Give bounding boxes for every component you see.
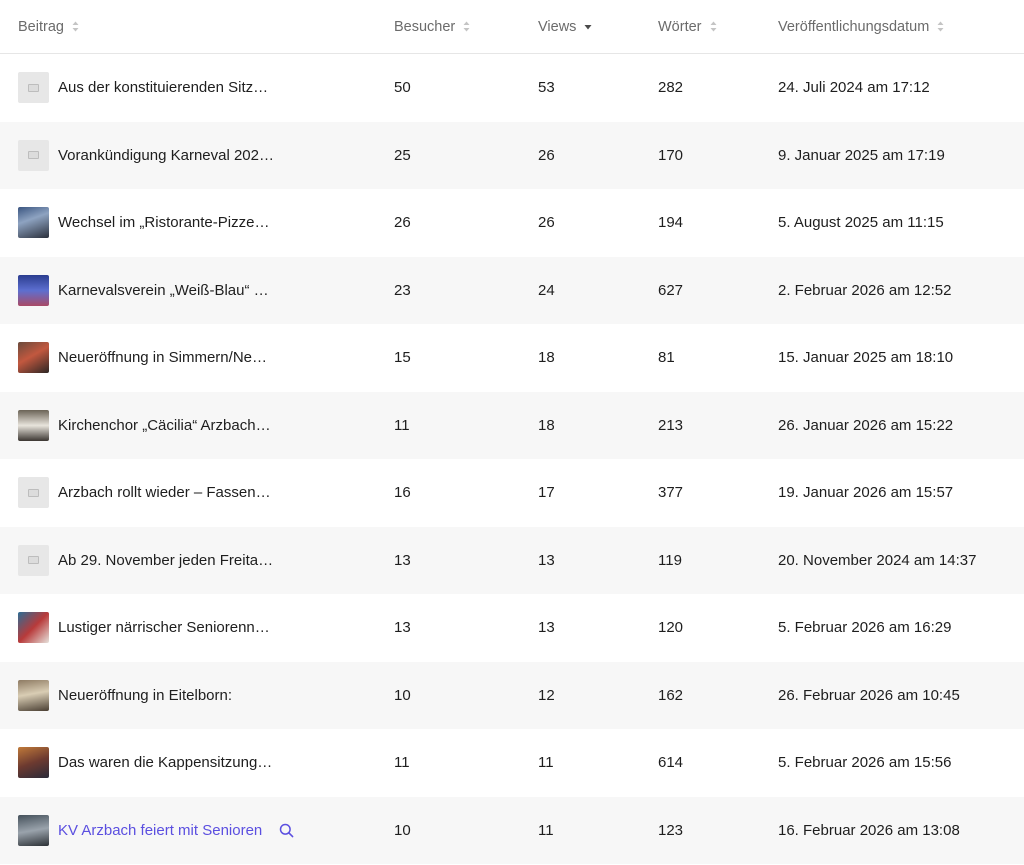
- words-value: 627: [658, 281, 684, 299]
- views-value: 53: [538, 79, 555, 97]
- post-thumbnail: [18, 680, 49, 711]
- visitors-value: 11: [394, 754, 410, 772]
- column-header-post[interactable]: Beitrag: [0, 19, 394, 35]
- views-value: 11: [538, 754, 554, 772]
- post-thumbnail: [18, 747, 49, 778]
- date-value: 15. Januar 2025 am 18:10: [778, 349, 954, 367]
- post-title[interactable]: Das waren die Kappensitzung…: [58, 754, 273, 772]
- image-placeholder-icon: [18, 545, 49, 576]
- post-cell: [0, 410, 394, 441]
- visitors-value: 26: [394, 214, 411, 232]
- column-header-views[interactable]: Views: [538, 19, 658, 35]
- visitors-value: 50: [394, 79, 411, 97]
- post-title[interactable]: Arzbach rollt wieder – Fassen…: [58, 484, 271, 502]
- date-value: 26. Januar 2026 am 15:22: [778, 416, 954, 434]
- date-value: 26. Februar 2026 am 10:45: [778, 686, 960, 704]
- table-row: [0, 527, 1024, 595]
- post-title[interactable]: Karnevalsverein „Weiß-Blau“ …: [58, 281, 269, 299]
- visitors-value: 13: [394, 619, 411, 637]
- words-value: 194: [658, 214, 684, 232]
- post-cell: [0, 140, 394, 171]
- post-thumbnail: [18, 815, 49, 846]
- words-value: 282: [658, 79, 684, 97]
- date-value: 20. November 2024 am 14:37: [778, 551, 977, 569]
- post-title[interactable]: Aus der konstituierenden Sitz…: [58, 79, 269, 97]
- views-value: 26: [538, 214, 555, 232]
- date-value: 5. Februar 2026 am 15:56: [778, 754, 952, 772]
- post-thumbnail: [18, 612, 49, 643]
- words-value: 614: [658, 754, 684, 772]
- words-value: 123: [658, 821, 684, 839]
- sort-icon: [937, 21, 944, 32]
- table-row: [0, 729, 1024, 797]
- date-value: 19. Januar 2026 am 15:57: [778, 484, 954, 502]
- post-cell: [0, 275, 394, 306]
- date-value: 5. Februar 2026 am 16:29: [778, 619, 952, 637]
- table-row: [0, 459, 1024, 527]
- views-value: 18: [538, 416, 555, 434]
- words-value: 81: [658, 349, 675, 367]
- visitors-value: 10: [394, 821, 411, 839]
- image-placeholder-icon: [18, 477, 49, 508]
- words-value: 162: [658, 686, 684, 704]
- column-header-words[interactable]: Wörter: [658, 19, 778, 35]
- date-value: 16. Februar 2026 am 13:08: [778, 821, 960, 839]
- visitors-value: 15: [394, 349, 411, 367]
- image-placeholder-icon: [18, 140, 49, 171]
- search-icon[interactable]: [279, 823, 294, 838]
- sort-descending-icon: [584, 24, 592, 30]
- views-value: 18: [538, 349, 555, 367]
- date-value: 5. August 2025 am 11:15: [778, 214, 944, 232]
- table-row: [0, 392, 1024, 460]
- table-row: [0, 594, 1024, 662]
- words-value: 120: [658, 619, 684, 637]
- post-cell: [0, 612, 394, 643]
- visitors-value: 16: [394, 484, 411, 502]
- post-cell: [0, 207, 394, 238]
- column-header-date[interactable]: Veröffentlichungsdatum: [778, 19, 1024, 35]
- visitors-value: 23: [394, 281, 411, 299]
- image-placeholder-icon: [18, 72, 49, 103]
- table-row: [0, 662, 1024, 730]
- views-value: 13: [538, 551, 555, 569]
- post-title[interactable]: Kirchenchor „Cäcilia“ Arzbach…: [58, 416, 271, 434]
- sort-icon: [710, 21, 717, 32]
- post-cell: [0, 680, 394, 711]
- words-value: 170: [658, 146, 684, 164]
- words-value: 377: [658, 484, 684, 502]
- table-row: [0, 257, 1024, 325]
- visitors-value: 10: [394, 686, 411, 704]
- post-cell: [0, 342, 394, 373]
- post-cell: [0, 72, 394, 103]
- post-title[interactable]: Wechsel im „Ristorante-Pizze…: [58, 214, 270, 232]
- views-value: 24: [538, 281, 555, 299]
- table-row: [0, 324, 1024, 392]
- post-cell: [0, 815, 394, 846]
- table-row: [0, 54, 1024, 122]
- date-value: 9. Januar 2025 am 17:19: [778, 146, 945, 164]
- visitors-value: 11: [394, 416, 410, 434]
- table-header: [0, 0, 1024, 54]
- post-title[interactable]: Ab 29. November jeden Freita…: [58, 551, 274, 569]
- post-cell: [0, 477, 394, 508]
- post-title[interactable]: Lustiger närrischer Seniorenn…: [58, 619, 270, 637]
- post-cell: [0, 545, 394, 576]
- words-value: 119: [658, 551, 682, 569]
- sort-icon: [72, 21, 79, 32]
- views-value: 13: [538, 619, 555, 637]
- post-cell: [0, 747, 394, 778]
- table-row: [0, 797, 1024, 865]
- views-value: 26: [538, 146, 555, 164]
- post-thumbnail: [18, 410, 49, 441]
- views-value: 17: [538, 484, 555, 502]
- views-value: 12: [538, 686, 555, 704]
- date-value: 24. Juli 2024 am 17:12: [778, 79, 930, 97]
- post-title[interactable]: Vorankündigung Karneval 202…: [58, 146, 274, 164]
- post-thumbnail: [18, 275, 49, 306]
- views-value: 11: [538, 821, 554, 839]
- sort-icon: [463, 21, 470, 32]
- post-title-link[interactable]: KV Arzbach feiert mit Senioren: [58, 821, 263, 839]
- table-row: [0, 189, 1024, 257]
- post-title[interactable]: Neueröffnung in Eitelborn:: [58, 686, 233, 704]
- table-row: [0, 122, 1024, 190]
- visitors-value: 25: [394, 146, 411, 164]
- words-value: 213: [658, 416, 684, 434]
- visitors-value: 13: [394, 551, 411, 569]
- date-value: 2. Februar 2026 am 12:52: [778, 281, 952, 299]
- post-thumbnail: [18, 342, 49, 373]
- post-title[interactable]: Neueröffnung in Simmern/Ne…: [58, 349, 267, 367]
- column-header-visitors[interactable]: Besucher: [394, 19, 538, 35]
- post-thumbnail: [18, 207, 49, 238]
